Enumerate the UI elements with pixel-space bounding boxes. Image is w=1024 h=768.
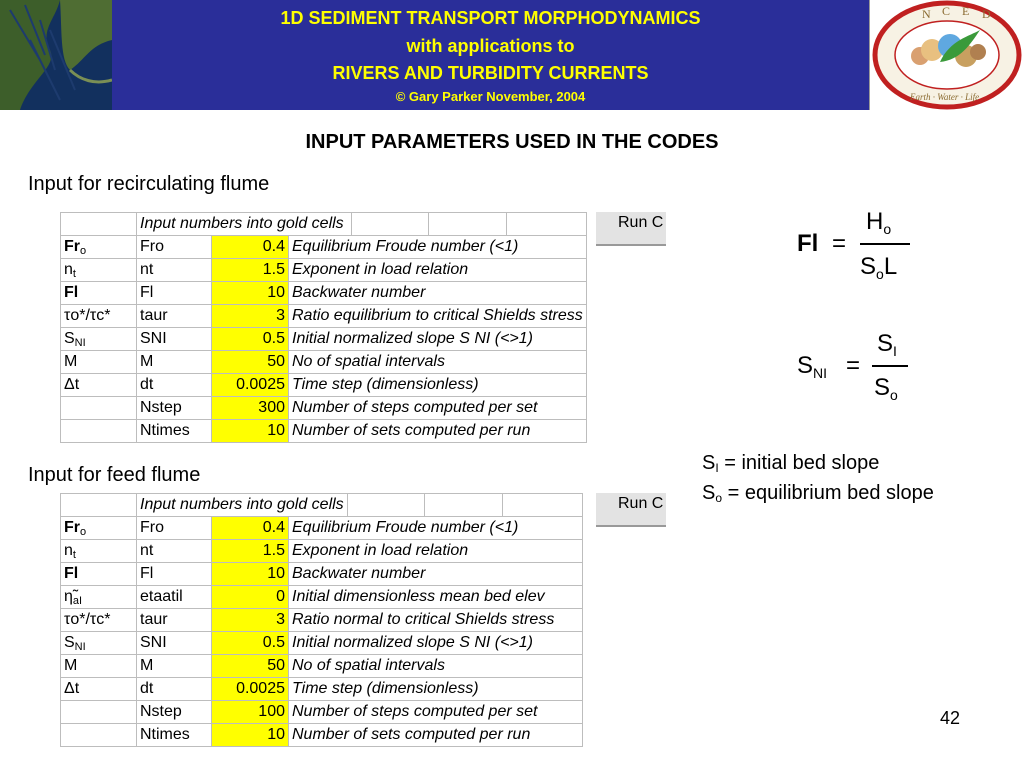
recirc-section-label: Input for recirculating flume (28, 173, 270, 195)
param-name: M (137, 655, 212, 678)
param-value-cell[interactable]: 0 (212, 586, 289, 609)
fl-lhs: Fl (797, 230, 819, 257)
param-value-cell[interactable]: 0.0025 (212, 678, 289, 701)
param-value-cell[interactable]: 10 (212, 420, 289, 443)
table-row (61, 678, 583, 701)
table-row (61, 282, 587, 305)
logo-letter-e: E (962, 4, 970, 18)
run-button[interactable]: Run C (596, 493, 666, 527)
table-row (61, 655, 583, 678)
sheet-header-row (61, 213, 587, 236)
param-symbol: Δt (61, 678, 137, 701)
param-symbol: M (61, 655, 137, 678)
param-description: Exponent in load relation (289, 540, 583, 563)
table-row (61, 351, 587, 374)
param-symbol: $n_t$ (61, 540, 137, 563)
param-value-cell[interactable]: 10 (212, 563, 289, 586)
banner-title-line2: with applications to (406, 36, 575, 56)
param-symbol: $Fr_o$ (61, 236, 137, 259)
table-row (61, 632, 583, 655)
param-name: Nstep (137, 701, 212, 724)
param-value-cell[interactable]: 0.4 (212, 517, 289, 540)
table-row (61, 724, 583, 747)
logo-letter-c: C (942, 4, 951, 18)
param-value-cell[interactable]: 50 (212, 351, 289, 374)
page-title: INPUT PARAMETERS USED IN THE CODES (305, 131, 719, 153)
definition-equilibrium-slope: $S_o$ = equilibrium bed slope (702, 482, 934, 505)
sni-fraction-bar (872, 365, 908, 367)
param-name: dt (137, 678, 212, 701)
table-row (61, 374, 587, 397)
param-symbol: M (61, 351, 137, 374)
param-description: Equilibrium Froude number (<1) (289, 236, 587, 259)
table-row (61, 305, 587, 328)
table-row (61, 563, 583, 586)
param-description: Initial dimensionless mean bed elev (289, 586, 583, 609)
banner-copyright: © Gary Parker November, 2004 (395, 89, 586, 104)
sni-lhs: $S_{NI}$ (797, 352, 828, 381)
param-name: nt (137, 540, 212, 563)
param-value-cell[interactable]: 10 (212, 724, 289, 747)
param-description: Backwater number (289, 282, 587, 305)
param-description: Number of steps computed per set (289, 397, 587, 420)
param-name: taur (137, 609, 212, 632)
param-name: nt (137, 259, 212, 282)
table-row (61, 517, 583, 540)
param-value-cell[interactable]: 100 (212, 701, 289, 724)
logo-letter-d: D (982, 7, 991, 21)
param-name: Ntimes (137, 420, 212, 443)
param-description: Time step (dimensionless) (289, 678, 583, 701)
param-symbol (61, 701, 137, 724)
table-row (61, 540, 583, 563)
fl-eq-sign: = (832, 230, 847, 257)
param-symbol: $\etã_{aI}$ (61, 586, 137, 609)
fl-fraction-bar (860, 243, 910, 245)
table-row (61, 236, 587, 259)
table-row (61, 259, 587, 282)
page-number: 42 (940, 708, 961, 728)
sheet-header-row (61, 494, 583, 517)
param-name: Fro (137, 517, 212, 540)
fl-denominator: $S_oL$ (860, 253, 898, 282)
param-description: Number of sets computed per run (289, 420, 587, 443)
param-value-cell[interactable]: 50 (212, 655, 289, 678)
param-symbol: $Fr_o$ (61, 517, 137, 540)
param-symbol: $S_{NI}$ (61, 328, 137, 351)
param-symbol (61, 397, 137, 420)
banner-title-line3: RIVERS AND TURBIDITY CURRENTS (332, 63, 649, 83)
param-name: dt (137, 374, 212, 397)
sheet-header: Input numbers into gold cells (137, 494, 348, 517)
param-symbol: τo*/τc* (61, 609, 137, 632)
param-name: SNI (137, 328, 212, 351)
param-name: etaatil (137, 586, 212, 609)
param-description: Exponent in load relation (289, 259, 587, 282)
param-description: No of spatial intervals (289, 655, 583, 678)
feed-section-label: Input for feed flume (28, 464, 201, 486)
nced-logo (869, 0, 1024, 110)
param-value-cell[interactable]: 300 (212, 397, 289, 420)
param-description: Backwater number (289, 563, 583, 586)
table-row (61, 397, 587, 420)
param-value-cell[interactable]: 0.5 (212, 328, 289, 351)
param-symbol: $n_t$ (61, 259, 137, 282)
sni-numerator: $S_I$ (877, 330, 897, 359)
param-symbol: Fl (61, 282, 137, 305)
table-row (61, 609, 583, 632)
param-description: Time step (dimensionless) (289, 374, 587, 397)
param-symbol (61, 420, 137, 443)
definition-initial-slope: $S_I$ = initial bed slope (702, 452, 880, 475)
title-box (112, 0, 869, 110)
param-value-cell[interactable]: 0.0025 (212, 374, 289, 397)
slide-banner (0, 0, 1024, 112)
table-row (61, 701, 583, 724)
param-value-cell[interactable]: 3 (212, 609, 289, 632)
table-row (61, 328, 587, 351)
param-name: M (137, 351, 212, 374)
param-symbol: τo*/τc* (61, 305, 137, 328)
sni-denominator: $S_o$ (874, 374, 898, 403)
param-description: Ratio normal to critical Shields stress (289, 609, 583, 632)
param-description: Initial normalized slope S NI (<>1) (289, 328, 587, 351)
param-symbol: $S_{NI}$ (61, 632, 137, 655)
param-name: SNI (137, 632, 212, 655)
param-description: No of spatial intervals (289, 351, 587, 374)
param-value-cell[interactable]: 0.4 (212, 236, 289, 259)
feed-spreadsheet (60, 493, 666, 761)
param-name: taur (137, 305, 212, 328)
run-button[interactable]: Run C (596, 212, 666, 246)
param-description: Ratio equilibrium to critical Shields stress (289, 305, 587, 328)
param-value-cell[interactable]: 10 (212, 282, 289, 305)
param-value-cell[interactable]: 0.5 (212, 632, 289, 655)
sni-eq-sign: = (846, 352, 861, 379)
param-description: Initial normalized slope S NI (<>1) (289, 632, 583, 655)
table-row (61, 420, 587, 443)
river-delta-image (0, 0, 112, 110)
param-description: Number of steps computed per set (289, 701, 583, 724)
param-value-cell[interactable]: 1.5 (212, 259, 289, 282)
param-symbol: Fl (61, 563, 137, 586)
param-name: Ntimes (137, 724, 212, 747)
recirc-spreadsheet (60, 212, 666, 458)
sheet-header: Input numbers into gold cells (137, 213, 352, 236)
banner-title-line1: 1D SEDIMENT TRANSPORT MORPHODYNAMICS (280, 8, 701, 28)
fl-numerator: $H_o$ (866, 208, 892, 237)
param-name: Nstep (137, 397, 212, 420)
param-description: Equilibrium Froude number (<1) (289, 517, 583, 540)
param-symbol: Δt (61, 374, 137, 397)
param-description: Number of sets computed per run (289, 724, 583, 747)
param-name: Fl (137, 282, 212, 305)
param-value-cell[interactable]: 1.5 (212, 540, 289, 563)
param-name: Fro (137, 236, 212, 259)
param-name: Fl (137, 563, 212, 586)
param-symbol (61, 724, 137, 747)
param-value-cell[interactable]: 3 (212, 305, 289, 328)
logo-motto: Earth · Water · Life (910, 92, 980, 102)
table-row (61, 586, 583, 609)
logo-letter-n: N (922, 7, 931, 21)
